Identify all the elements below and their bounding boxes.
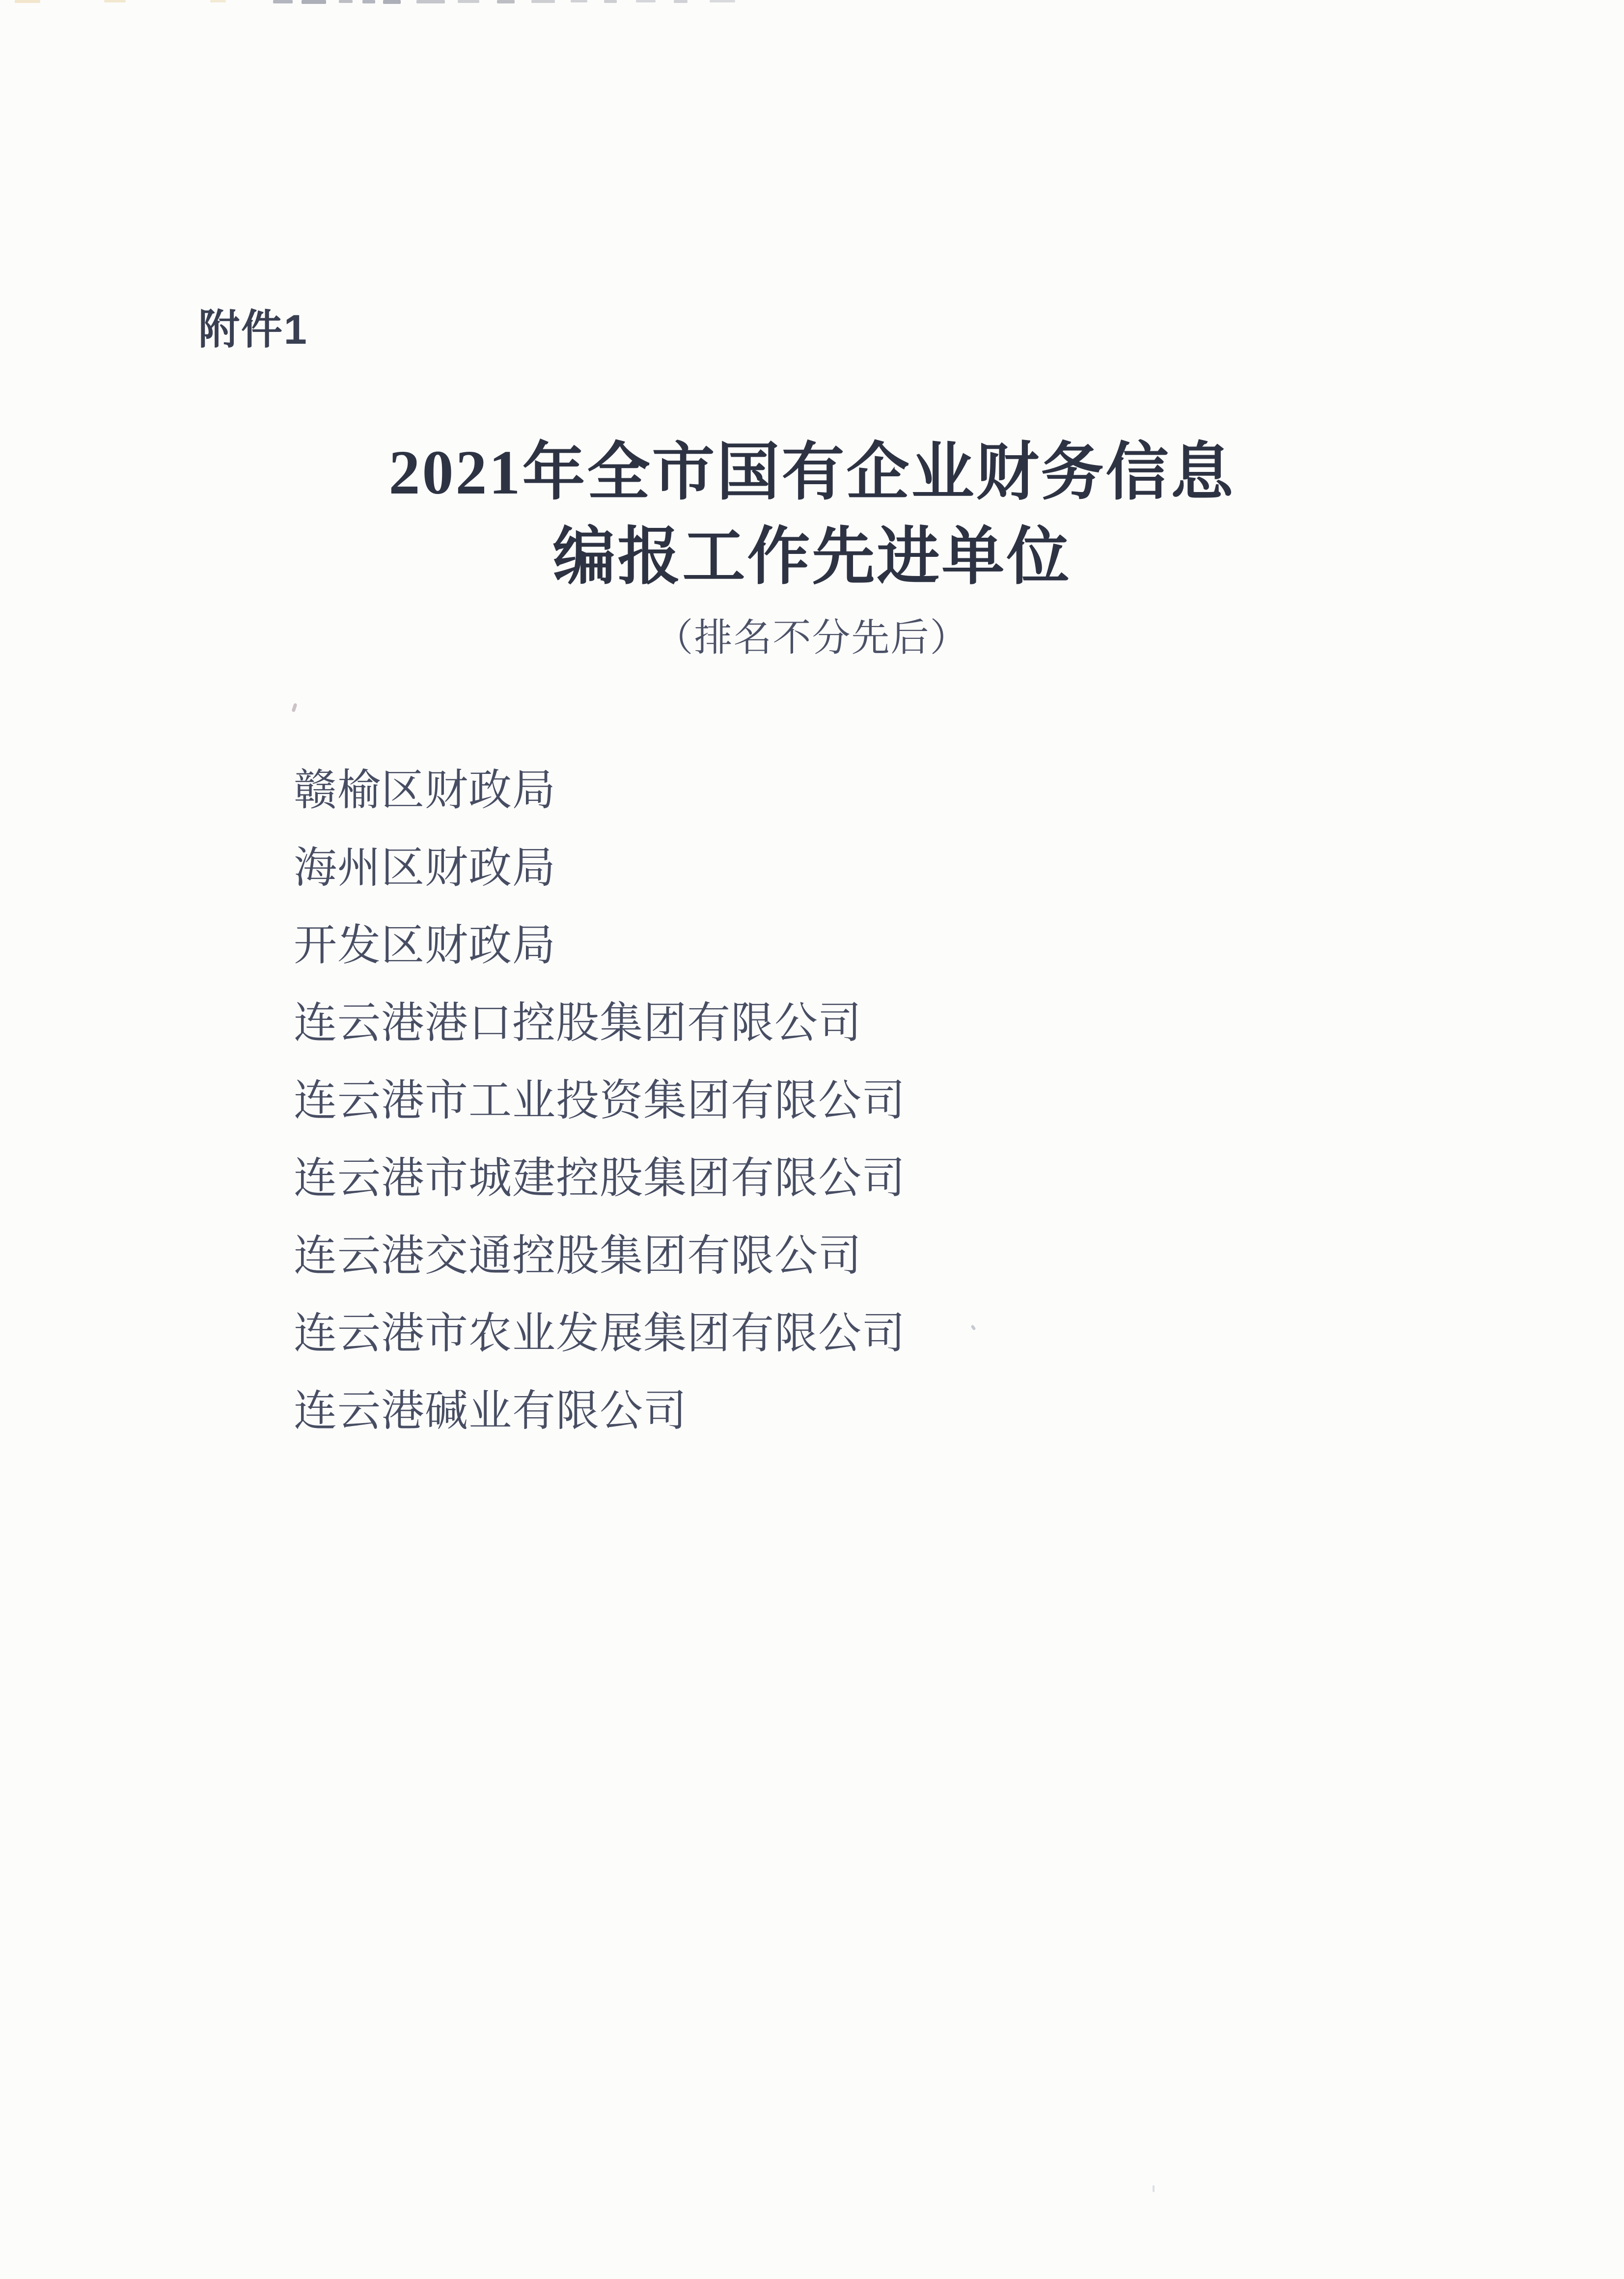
title-line-1: 2021年全市国有企业财务信息 xyxy=(388,438,1236,507)
subtitle: （排名不分先后） xyxy=(655,616,969,659)
unit-list-item: 连云港碱业有限公司 xyxy=(294,1388,688,1435)
scan-artifact xyxy=(210,0,226,2)
scan-artifact xyxy=(362,0,375,3)
scan-speck xyxy=(970,1324,976,1330)
unit-list-item: 开发区财政局 xyxy=(294,922,556,970)
document-title xyxy=(0,430,1624,599)
unit-list-item: 连云港交通控股集团有限公司 xyxy=(294,1233,862,1280)
unit-list-item: 连云港市农业发展集团有限公司 xyxy=(294,1310,906,1358)
title-line-2: 编报工作先进单位 xyxy=(552,522,1072,592)
unit-list-item: 连云港市工业投资集团有限公司 xyxy=(294,1077,906,1125)
scan-artifact xyxy=(339,0,353,3)
scan-speck xyxy=(1153,2185,1155,2192)
unit-list-item: 连云港市城建控股集团有限公司 xyxy=(294,1155,906,1203)
scan-artifact xyxy=(571,0,587,2)
scan-artifact xyxy=(104,0,126,2)
unit-list-item: 赣榆区财政局 xyxy=(294,767,556,815)
unit-list xyxy=(294,752,906,1451)
attachment-label: 附件1 xyxy=(198,306,308,353)
scan-speck xyxy=(291,703,297,712)
scan-artifact xyxy=(604,0,617,3)
scan-artifact xyxy=(674,0,688,3)
unit-list-item: 连云港港口控股集团有限公司 xyxy=(294,1000,862,1047)
scan-artifact xyxy=(497,0,515,3)
scan-artifact xyxy=(15,0,40,3)
scan-artifact xyxy=(302,0,326,4)
unit-list-item: 海州区财政局 xyxy=(294,845,556,892)
scan-artifact xyxy=(636,0,656,2)
scan-artifact xyxy=(383,0,401,4)
scan-artifact xyxy=(416,0,445,3)
scan-artifact xyxy=(273,0,293,3)
scan-artifact xyxy=(531,0,555,3)
scan-artifact xyxy=(458,0,479,3)
scan-artifact xyxy=(710,0,735,2)
